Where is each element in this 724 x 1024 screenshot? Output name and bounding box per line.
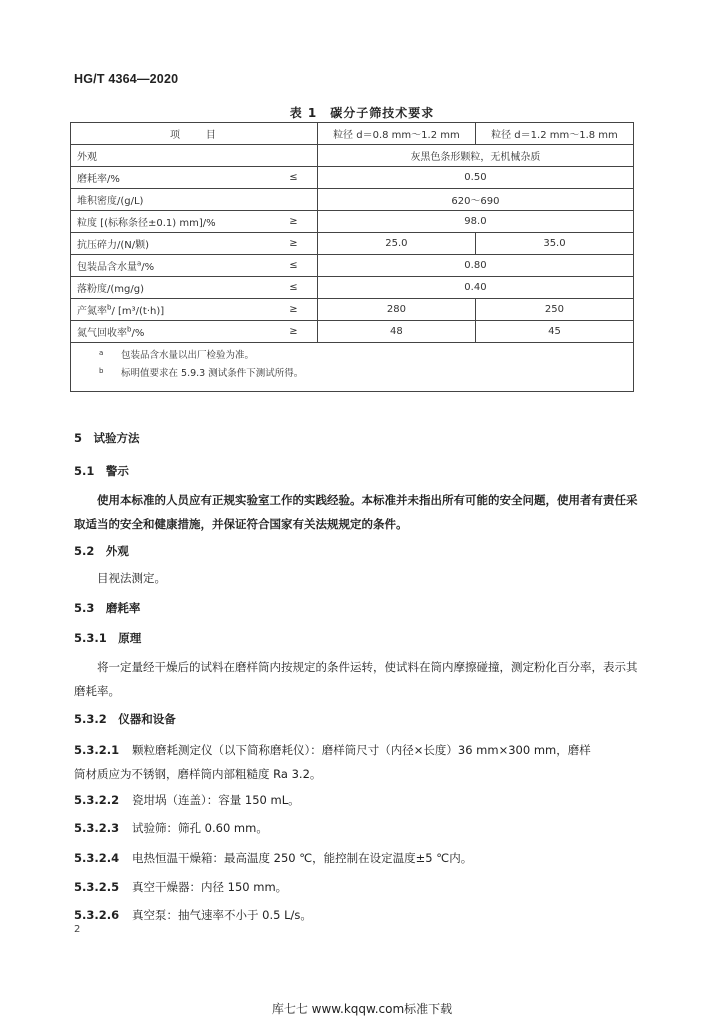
row-value: 0.50	[317, 167, 633, 189]
table-row	[71, 211, 634, 233]
row-symbol: ≤	[270, 167, 317, 189]
section-heading-5: 5 试验方法	[74, 431, 140, 445]
item-text: 试验筛：筛孔 0.60 mm。	[132, 821, 268, 835]
row-value-col1: 25.0	[317, 233, 475, 255]
footer-watermark[interactable]: 库七七 www.kqqw.com标准下载	[271, 1002, 453, 1016]
table-notes-row	[71, 343, 634, 392]
table-header-row	[71, 123, 634, 145]
list-item	[74, 850, 472, 866]
standard-code: HG/T 4364—2020	[74, 72, 179, 86]
section-5-2-text: 目视法测定。	[97, 571, 166, 585]
item-text: 电热恒温干燥箱：最高温度 250 ℃，能控制在设定温度±5 ℃内。	[132, 851, 473, 865]
list-item-continuation: 筒材质应为不锈钢，磨样筒内部粗糙度 Ra 3.2。	[74, 767, 322, 781]
row-label-unit: / [m³/(t·h)]	[111, 306, 165, 317]
list-item	[74, 820, 268, 836]
note-text: 标明值要求在 5.9.3 测试条件下测试所得。	[121, 368, 304, 379]
row-label-unit: /%	[131, 328, 145, 339]
row-symbol	[270, 145, 317, 167]
row-symbol: ≥	[270, 321, 317, 343]
item-number: 5.3.2.5	[74, 880, 120, 894]
table-row	[71, 167, 634, 189]
list-item	[74, 792, 300, 808]
footnote-marker: b	[127, 325, 132, 334]
section-heading-5-1: 5.1 警示	[74, 464, 129, 478]
spec-table	[70, 122, 634, 392]
row-value-col2: 45	[475, 321, 633, 343]
list-item	[74, 742, 644, 758]
list-item	[74, 907, 312, 923]
header-col2: 粒径 d＝1.2 mm～1.8 mm	[475, 123, 633, 145]
item-number: 5.3.2.2	[74, 793, 120, 807]
item-number: 5.3.2.1	[74, 743, 120, 757]
row-label: 磨耗率/%	[71, 167, 271, 189]
table-row	[71, 321, 634, 343]
row-symbol: ≥	[270, 211, 317, 233]
table-row	[71, 277, 634, 299]
item-text: 颗粒磨耗测定仪（以下简称磨耗仪）：磨样筒尺寸（内径×长度）36 mm×300 mm，磨样	[132, 743, 591, 757]
row-value: 620～690	[317, 189, 633, 211]
item-text: 瓷坩埚（连盖）：容量 150 mL。	[132, 793, 300, 807]
row-symbol	[270, 189, 317, 211]
row-label-main: 包装品含水量	[77, 262, 137, 273]
row-label: 粒度 [(标称条径±0.1) mm]/%	[71, 211, 271, 233]
item-number: 5.3.2.6	[74, 908, 120, 922]
section-heading-5-3-2: 5.3.2 仪器和设备	[74, 712, 176, 726]
footnote-marker: a	[137, 259, 142, 268]
table-row	[71, 145, 634, 167]
item-number: 5.3.2.4	[74, 851, 120, 865]
row-symbol: ≤	[270, 277, 317, 299]
row-label-main: 氮气回收率	[77, 328, 127, 339]
table-row	[71, 189, 634, 211]
row-label	[71, 299, 271, 321]
row-value-col2: 250	[475, 299, 633, 321]
section-heading-5-2: 5.2 外观	[74, 544, 129, 558]
row-symbol: ≥	[270, 233, 317, 255]
note-marker: b	[99, 367, 104, 375]
row-value-col2: 35.0	[475, 233, 633, 255]
row-label	[71, 255, 271, 277]
item-text: 真空泵：抽气速率不小于 0.5 L/s。	[132, 908, 312, 922]
row-value: 98.0	[317, 211, 633, 233]
row-label: 抗压碎力/(N/颗)	[71, 233, 271, 255]
header-col1: 粒径 d＝0.8 mm～1.2 mm	[317, 123, 475, 145]
row-value-col1: 280	[317, 299, 475, 321]
item-number: 5.3.2.3	[74, 821, 120, 835]
row-symbol: ≤	[270, 255, 317, 277]
table-note	[77, 347, 627, 365]
row-label: 外观	[71, 145, 271, 167]
table-row	[71, 233, 634, 255]
list-item	[74, 879, 287, 895]
table-notes	[71, 343, 634, 392]
footnote-marker: b	[107, 303, 112, 312]
table-row	[71, 255, 634, 277]
row-label-unit: /%	[141, 262, 155, 273]
note-marker: a	[99, 349, 104, 357]
row-value: 灰黑色条形颗粒，无机械杂质	[317, 145, 633, 167]
table-title: 表 1 碳分子筛技术要求	[289, 106, 435, 120]
section-5-1-text: 使用本标准的人员应有正规实验室工作的实践经验。本标准并未指出所有可能的安全问题，使用者有责任采取适当的安全和健康措施，并保证符合国家有关法规规定的条件。	[74, 493, 638, 531]
row-label-main: 产氮率	[77, 306, 107, 317]
section-5-3-1-text: 将一定量经干燥后的试料在磨样筒内按规定的条件运转，使试料在筒内摩擦碰撞，测定粉化百分率，表示其磨耗率。	[74, 660, 638, 698]
page-number: 2	[74, 924, 81, 935]
section-heading-5-3-1: 5.3.1 原理	[74, 631, 142, 645]
row-value-col1: 48	[317, 321, 475, 343]
table-note	[77, 365, 627, 383]
item-text: 真空干燥器：内径 150 mm。	[132, 880, 288, 894]
row-symbol: ≥	[270, 299, 317, 321]
row-value: 0.40	[317, 277, 633, 299]
section-heading-5-3: 5.3 磨耗率	[74, 601, 141, 615]
row-value: 0.80	[317, 255, 633, 277]
note-text: 包装品含水量以出厂检验为准。	[121, 350, 255, 361]
row-label: 堆积密度/(g/L)	[71, 189, 271, 211]
header-item: 项 目	[71, 123, 318, 145]
row-label: 落粉度/(mg/g)	[71, 277, 271, 299]
row-label	[71, 321, 271, 343]
table-row	[71, 299, 634, 321]
